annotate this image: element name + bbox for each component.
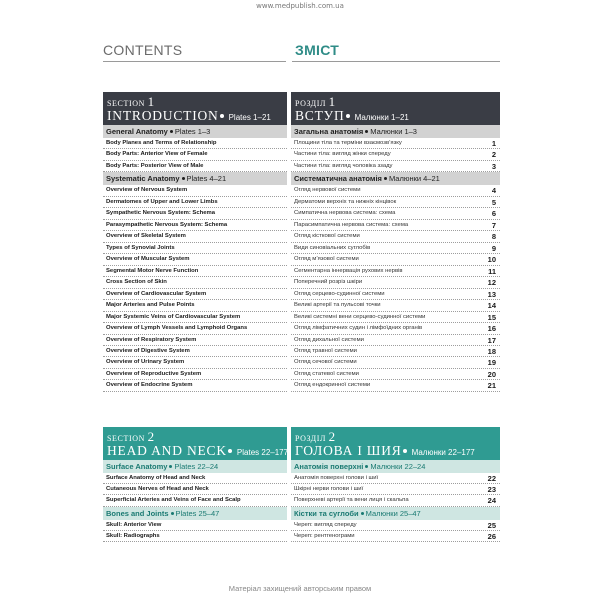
bullet-icon bbox=[170, 130, 173, 133]
section-plates: Малюнки 1–21 bbox=[354, 113, 409, 122]
toc-page-number: 7 bbox=[491, 220, 496, 230]
toc-page-number: 26 bbox=[487, 531, 496, 541]
section2-right-body bbox=[291, 460, 500, 542]
toc-entry-title: Body Parts: Anterior View of Female bbox=[106, 151, 208, 158]
toc-row bbox=[103, 197, 287, 208]
toc-row bbox=[103, 300, 287, 311]
subsection-title: Систематична анатомія bbox=[294, 174, 382, 184]
toc-entry-title: Types of Synovial Joints bbox=[106, 244, 175, 251]
toc-page-number: 20 bbox=[487, 369, 496, 379]
toc-entry-title: Парасимпатична нервова система: схема bbox=[294, 221, 409, 228]
section2-left-body bbox=[103, 460, 287, 542]
toc-entry-title: Череп: вигляд спереду bbox=[294, 521, 357, 528]
toc-entry-title: Superficial Arteries and Veins of Face and Scalp bbox=[106, 497, 241, 504]
toc-row bbox=[291, 149, 500, 160]
toc-page-number: 18 bbox=[487, 346, 496, 356]
toc-entry-title: Огляд кісткової системи bbox=[294, 233, 360, 240]
bullet-icon bbox=[365, 465, 368, 468]
toc-page-number: 14 bbox=[487, 301, 496, 311]
toc-row bbox=[291, 208, 500, 219]
section-word: РОЗДІЛ bbox=[295, 434, 326, 443]
toc-row bbox=[103, 380, 287, 391]
toc-entry-title: Площини тіла та терміни взаємозв’язку bbox=[294, 140, 402, 146]
toc-row bbox=[103, 243, 287, 254]
toc-entry-title: Major Systemic Veins of Cardiovascular System bbox=[106, 313, 241, 320]
toc-page-number: 15 bbox=[487, 312, 496, 322]
toc-row bbox=[103, 335, 287, 346]
toc-entry-title: Surface Anatomy of Head and Neck bbox=[106, 475, 206, 481]
section1-header bbox=[103, 92, 287, 125]
toc-row bbox=[103, 277, 287, 288]
toc-row bbox=[103, 357, 287, 368]
section1-right-column bbox=[291, 92, 500, 392]
subsection-title: Surface Anatomy bbox=[106, 462, 168, 471]
toc-entry-title: Overview of Muscular System bbox=[106, 256, 190, 263]
toc-page-number: 4 bbox=[491, 186, 496, 196]
subsection-title: Кістки та суглоби bbox=[294, 508, 359, 518]
section-plates: Plates 1–21 bbox=[228, 113, 271, 122]
toc-row bbox=[103, 473, 287, 484]
section-title: ВСТУП bbox=[295, 108, 345, 123]
section-number: 2 bbox=[328, 429, 336, 444]
toc-entry-title: Major Arteries and Pulse Points bbox=[106, 302, 195, 309]
toc-page-number: 1 bbox=[491, 139, 496, 148]
section2-header bbox=[103, 427, 287, 460]
toc-entry-title: Sympathetic Nervous System: Schema bbox=[106, 210, 216, 217]
toc-entry-title: Огляд сечової системи bbox=[294, 359, 357, 366]
subsection-plates: Малюнки 25–47 bbox=[365, 508, 421, 518]
toc-row bbox=[103, 520, 287, 531]
toc-row bbox=[291, 346, 500, 357]
subsection-plates: Plates 25–47 bbox=[175, 508, 220, 518]
subsection-header bbox=[291, 125, 500, 138]
toc-row bbox=[103, 346, 287, 357]
toc-row bbox=[103, 185, 287, 196]
toc-page-number: 11 bbox=[488, 266, 496, 276]
bullet-icon bbox=[403, 449, 407, 453]
subsection-header bbox=[291, 460, 500, 473]
toc-page-number: 16 bbox=[487, 324, 496, 334]
toc-entry-title: Огляд нервової системи bbox=[294, 187, 361, 194]
toc-row bbox=[291, 289, 500, 300]
toc-row bbox=[291, 243, 500, 254]
watermark-url: www.medpublish.com.ua bbox=[256, 2, 344, 10]
toc-page-number: 12 bbox=[487, 278, 496, 288]
toc-page-number: 6 bbox=[491, 209, 496, 219]
section-word: SECTION bbox=[107, 99, 145, 108]
subsection-header bbox=[291, 507, 500, 520]
toc-entry-title: Череп: рентгенограми bbox=[294, 532, 355, 539]
toc-entry-title: Великі системні вени серцево-судинної системи bbox=[294, 313, 426, 320]
subsection-plates: Plates 22–24 bbox=[174, 462, 219, 471]
toc-row bbox=[291, 300, 500, 311]
toc-entry-title: Overview of Skeletal System bbox=[106, 233, 186, 240]
copyright-footer: Матеріал захищений авторським правом bbox=[228, 584, 372, 593]
subsection-plates: Plates 1–3 bbox=[174, 127, 211, 136]
subsection-plates: Plates 4–21 bbox=[186, 174, 227, 184]
bullet-icon bbox=[169, 465, 172, 468]
section1-left-body bbox=[103, 125, 287, 392]
toc-row bbox=[103, 531, 287, 542]
toc-row bbox=[291, 495, 500, 506]
toc-page-number: 23 bbox=[487, 485, 496, 495]
toc-row bbox=[291, 161, 500, 172]
toc-entry-title: Overview of Cardiovascular System bbox=[106, 290, 207, 297]
subsection-title: Анатомія поверхні bbox=[294, 462, 364, 471]
toc-row bbox=[291, 531, 500, 542]
section-number: 2 bbox=[147, 429, 155, 444]
toc-entry-title: Overview of Lymph Vessels and Lymphoid Organs bbox=[106, 325, 248, 332]
toc-row bbox=[103, 254, 287, 265]
bullet-icon bbox=[384, 177, 387, 180]
toc-entry-title: Анатомія поверхні голови і шиї bbox=[294, 475, 379, 481]
toc-entry-title: Overview of Endocrine System bbox=[106, 382, 193, 389]
toc-entry-title: Cross Section of Skin bbox=[106, 279, 167, 286]
section-title: HEAD AND NECK bbox=[107, 443, 227, 458]
subsection-header bbox=[291, 172, 500, 185]
bullet-icon bbox=[220, 114, 224, 118]
section2-header-uk bbox=[291, 427, 500, 460]
toc-row bbox=[103, 484, 287, 495]
toc-row bbox=[291, 220, 500, 231]
toc-page-number: 10 bbox=[487, 255, 496, 265]
toc-row bbox=[103, 149, 287, 160]
toc-entry-title: Body Parts: Posterior View of Male bbox=[106, 162, 204, 169]
section-title: ГОЛОВА І ШИЯ bbox=[295, 443, 402, 458]
toc-page-number: 19 bbox=[487, 358, 496, 368]
toc-entry-title: Дерматоми верхніх та нижніх кінцівок bbox=[294, 198, 397, 205]
bullet-icon bbox=[365, 130, 368, 133]
toc-entry-title: Overview of Respiratory System bbox=[106, 336, 197, 343]
subsection-title: Загальна анатомія bbox=[294, 127, 364, 136]
toc-entry-title: Огляд серцево-судинної системи bbox=[294, 290, 385, 297]
subsection-title: Systematic Anatomy bbox=[106, 174, 180, 184]
toc-entry-title: Огляд травної системи bbox=[294, 347, 357, 354]
toc-row bbox=[291, 312, 500, 323]
section1-left-column bbox=[103, 92, 287, 392]
toc-page-number: 2 bbox=[491, 150, 496, 160]
toc-row bbox=[291, 380, 500, 391]
section-title: INTRODUCTION bbox=[107, 108, 219, 123]
section1-right-body bbox=[291, 125, 500, 392]
section2-left-column bbox=[103, 427, 287, 542]
toc-row bbox=[291, 138, 500, 149]
toc-row bbox=[291, 266, 500, 277]
section-plates: Малюнки 22–177 bbox=[411, 448, 475, 457]
toc-entry-title: Сегментарна іннервація рухових нервів bbox=[294, 267, 403, 274]
contents-heading-uk: ЗМІСТ bbox=[295, 42, 340, 58]
toc-entry-title: Великі артерії та пульсові точки bbox=[294, 302, 381, 309]
toc-row bbox=[291, 254, 500, 265]
subsection-title: Bones and Joints bbox=[106, 508, 169, 518]
toc-entry-title: Огляд м’язової системи bbox=[294, 256, 359, 263]
toc-row bbox=[103, 323, 287, 334]
toc-row bbox=[291, 484, 500, 495]
subsection-header bbox=[103, 125, 287, 138]
toc-row bbox=[291, 357, 500, 368]
toc-row bbox=[103, 266, 287, 277]
toc-entry-title: Частини тіла: вигляд жінки спереду bbox=[294, 151, 391, 158]
toc-entry-title: Segmental Motor Nerve Function bbox=[106, 267, 199, 274]
toc-page-number: 25 bbox=[487, 520, 496, 530]
toc-entry-title: Частини тіла: вигляд чоловіка ззаду bbox=[294, 162, 393, 169]
heading-rule-left bbox=[103, 61, 286, 62]
toc-entry-title: Cutaneous Nerves of Head and Neck bbox=[106, 486, 209, 493]
toc-row bbox=[291, 277, 500, 288]
toc-row bbox=[291, 520, 500, 531]
toc-row bbox=[103, 312, 287, 323]
toc-row bbox=[291, 335, 500, 346]
section1-header-uk bbox=[291, 92, 500, 125]
toc-entry-title: Огляд ендокринної системи bbox=[294, 382, 371, 389]
toc-entry-title: Поперечний розріз шкіри bbox=[294, 279, 363, 286]
toc-entry-title: Skull: Radiographs bbox=[106, 532, 160, 539]
toc-entry-title: Overview of Digestive System bbox=[106, 347, 190, 354]
subsection-plates: Малюнки 1–3 bbox=[370, 127, 417, 136]
toc-row bbox=[291, 369, 500, 380]
toc-row bbox=[291, 323, 500, 334]
toc-entry-title: Огляд статевої системи bbox=[294, 370, 359, 377]
section-number: 1 bbox=[147, 94, 155, 109]
toc-row bbox=[291, 185, 500, 196]
contents-heading: CONTENTS bbox=[103, 42, 183, 58]
toc-page-number: 17 bbox=[487, 335, 496, 345]
subsection-plates: Малюнки 22–24 bbox=[370, 462, 426, 471]
section-word: РОЗДІЛ bbox=[295, 99, 326, 108]
bullet-icon bbox=[361, 512, 364, 515]
toc-page-number: 5 bbox=[491, 197, 496, 207]
toc-entry-title: Body Planes and Terms of Relationship bbox=[106, 140, 217, 146]
toc-page-number: 8 bbox=[491, 232, 496, 242]
toc-page-number: 9 bbox=[491, 243, 496, 253]
bullet-icon bbox=[182, 177, 185, 180]
subsection-header bbox=[103, 460, 287, 473]
bullet-icon bbox=[346, 114, 350, 118]
toc-page-number: 3 bbox=[491, 161, 496, 171]
heading-rule-right bbox=[292, 61, 500, 62]
toc-row bbox=[103, 161, 287, 172]
toc-row bbox=[103, 289, 287, 300]
toc-entry-title: Шкірні нерви голови і шиї bbox=[294, 486, 364, 493]
toc-row bbox=[103, 369, 287, 380]
toc-entry-title: Види синовіальних суглобів bbox=[294, 244, 371, 251]
subsection-title: General Anatomy bbox=[106, 127, 168, 136]
toc-page-number: 21 bbox=[487, 381, 496, 391]
toc-entry-title: Overview of Urinary System bbox=[106, 359, 185, 366]
section-word: SECTION bbox=[107, 434, 145, 443]
toc-entry-title: Огляд дихальної системи bbox=[294, 336, 364, 343]
section-number: 1 bbox=[328, 94, 336, 109]
toc-entry-title: Поверхневі артерії та вени лиця і скальпа bbox=[294, 497, 409, 504]
toc-entry-title: Огляд лімфатичних судин і лімфоїдних органів bbox=[294, 325, 423, 332]
toc-row bbox=[103, 231, 287, 242]
toc-row bbox=[291, 197, 500, 208]
toc-entry-title: Parasympathetic Nervous System: Schema bbox=[106, 221, 228, 228]
bullet-icon bbox=[171, 512, 174, 515]
toc-page-number: 22 bbox=[487, 474, 496, 483]
toc-row bbox=[103, 495, 287, 506]
bullet-icon bbox=[228, 449, 232, 453]
toc-row bbox=[103, 138, 287, 149]
toc-row bbox=[291, 231, 500, 242]
subsection-header bbox=[103, 507, 287, 520]
section2-right-column bbox=[291, 427, 500, 542]
toc-page-number: 13 bbox=[487, 289, 496, 299]
toc-row bbox=[103, 220, 287, 231]
toc-entry-title: Overview of Nervous System bbox=[106, 187, 188, 194]
toc-row bbox=[103, 208, 287, 219]
toc-entry-title: Overview of Reproductive System bbox=[106, 370, 202, 377]
toc-page-number: 24 bbox=[487, 496, 496, 506]
subsection-plates: Малюнки 4–21 bbox=[388, 174, 440, 184]
toc-entry-title: Симпатична нервова система: схема bbox=[294, 210, 396, 217]
section-plates: Plates 22–177 bbox=[236, 448, 289, 457]
toc-entry-title: Dermatomes of Upper and Lower Limbs bbox=[106, 198, 218, 205]
subsection-header bbox=[103, 172, 287, 185]
toc-entry-title: Skull: Anterior View bbox=[106, 521, 162, 528]
toc-row bbox=[291, 473, 500, 484]
